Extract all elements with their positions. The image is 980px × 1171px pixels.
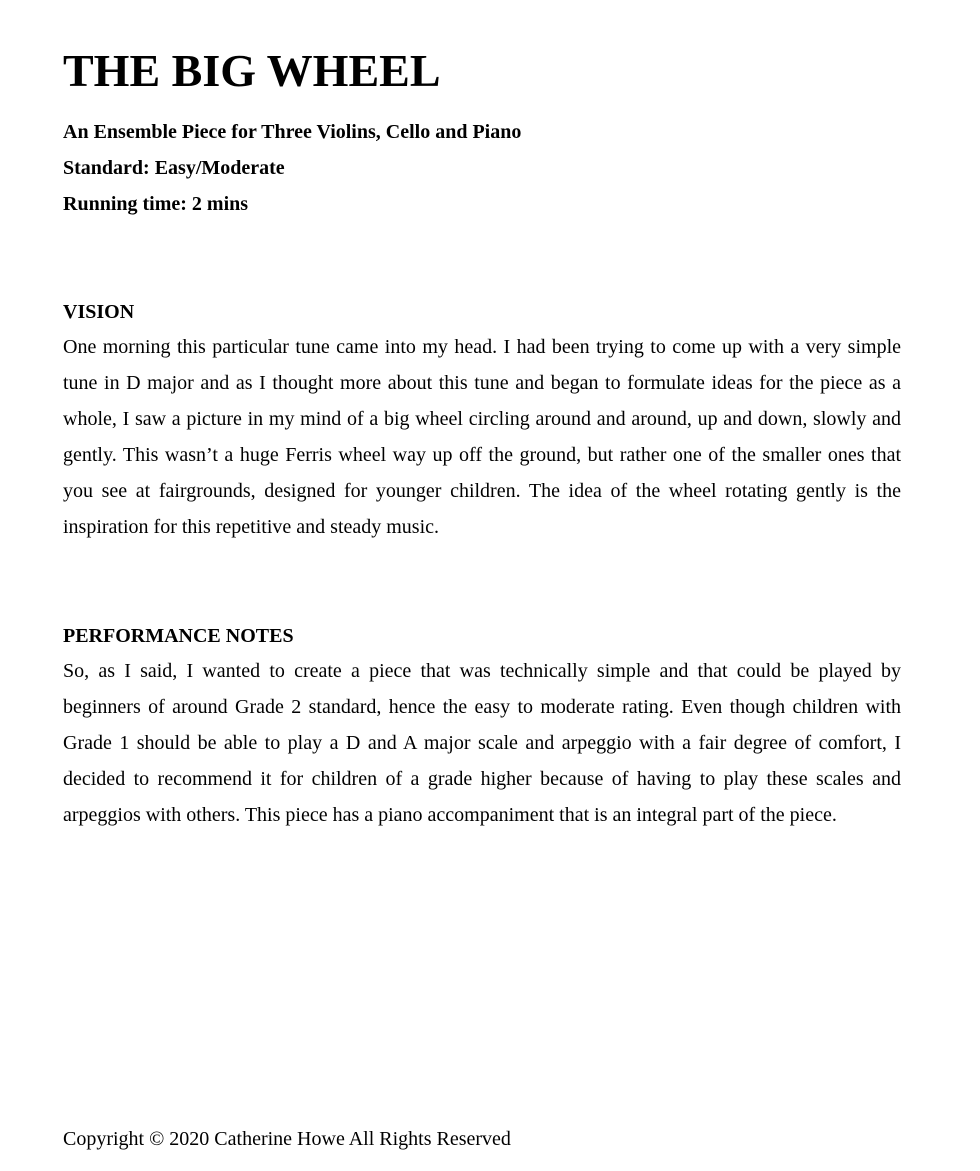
running-time: Running time: 2 mins [63,193,249,215]
document-title: THE BIG WHEEL [63,45,441,96]
section-body-vision: One morning this particular tune came into my head. I had been trying to come up with a very simple tune in D major and as I thought more about this tune and began to formulate ideas for the piece as a whole, I saw a picture in my mind of a big wheel circling around and around, up and down, slowly and gently. This wasn’t a huge Ferris wheel way up off the ground, but rather one of the smaller ones that you see at fairgrounds, designed for younger children. The idea of the wheel rotating gently is the inspiration for this repetitive and steady music. [63,336,901,538]
difficulty-standard: Standard: Easy/Moderate [63,157,285,179]
section-body-performance-notes: So, as I said, I wanted to create a piece that was technically simple and that could be played by beginners of around Grade 2 standard, hence the easy to moderate rating. Even though children with Grade 1 should be able to play a D and A major scale and arpeggio with a fair degree of comfort, I decided to recommend it for children of a grade higher because of having to play these scales and arpeggios with others. This piece has a piano accompaniment that is an integral part of the piece. [63,660,901,826]
section-heading-performance-notes: PERFORMANCE NOTES [63,625,294,647]
copyright-notice: Copyright © 2020 Catherine Howe All Rights Reserved [63,1128,511,1150]
document-subtitle: An Ensemble Piece for Three Violins, Cello and Piano [63,121,522,143]
section-heading-vision: VISION [63,301,135,323]
